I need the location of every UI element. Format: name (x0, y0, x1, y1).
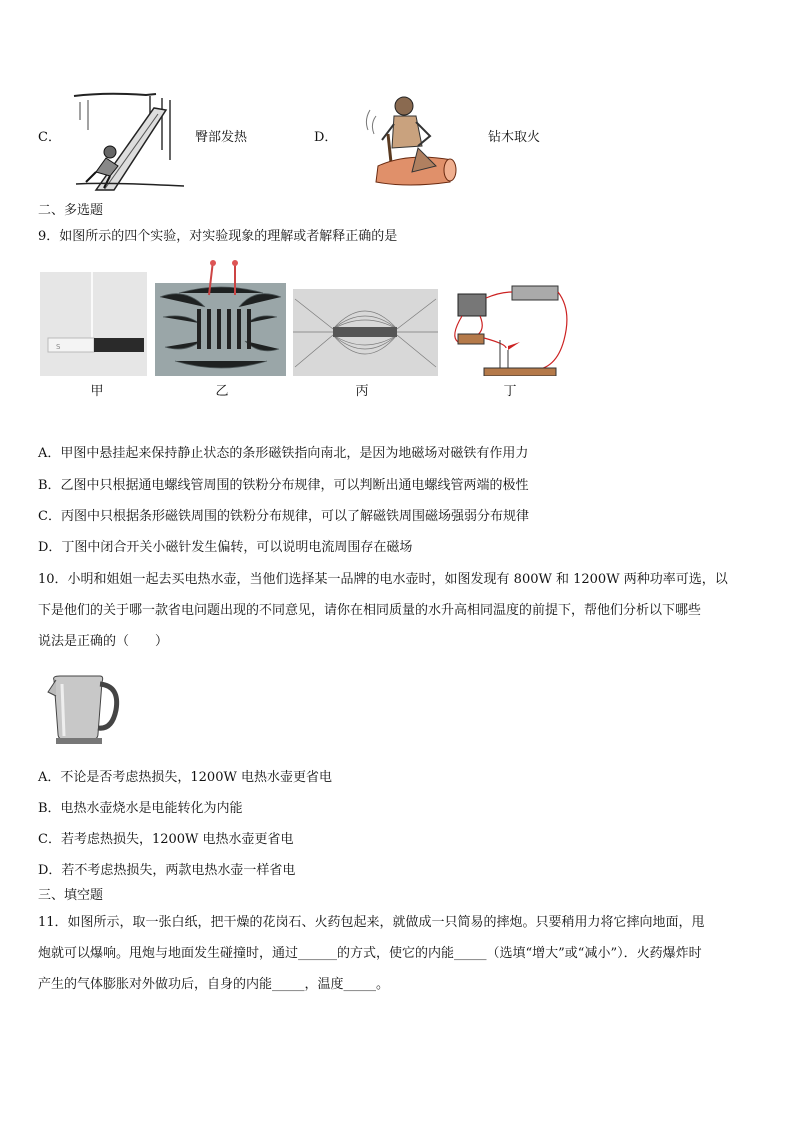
q11-line-3: 产生的气体膨胀对外做功后，自身的内能_____，温度_____。 (38, 977, 390, 992)
electric-kettle-illustration (44, 670, 122, 746)
figure-jia-magnet (40, 272, 147, 376)
figure-caption-yi: 乙 (215, 384, 229, 399)
q9-option-a: A．甲图中悬挂起来保持静止状态的条形磁铁指向南北，是因为地磁场对磁铁有作用力 (38, 446, 529, 461)
section-title-multiple-choice: 二、多选题 (38, 203, 104, 218)
q10-option-d: D．若不考虑热损失，两款电热水壶一样省电 (38, 863, 296, 878)
slide-illustration (66, 90, 184, 192)
option-d-letter: D． (314, 130, 338, 145)
section-title-fill-in: 三、填空题 (38, 888, 104, 903)
q10-stem-line-3: 说法是正确的（ ） (38, 634, 169, 649)
q9-stem: 9．如图所示的四个实验，对实验现象的理解或者解释正确的是 (38, 229, 398, 244)
q10-stem-line-1: 10．小明和姐姐一起去买电热水壶，当他们选择某一品牌的电水壶时，如图发现有 800W 和 1200W 两种功率可选，以 (38, 572, 728, 587)
figure-bing-bar-magnet (293, 289, 438, 376)
option-c-letter: C． (38, 130, 61, 145)
q9-option-c: C．丙图中只根据条形磁铁周围的铁粉分布规律，可以了解磁铁周围磁场强弱分布规律 (38, 509, 529, 524)
drilling-wood-illustration (358, 90, 458, 190)
figure-caption-bing: 丙 (355, 384, 369, 399)
svg-text:S: S (56, 343, 61, 351)
option-c-text: 臀部发热 (195, 130, 248, 145)
q10-option-a: A．不论是否考虑热损失，1200W 电热水壶更省电 (38, 770, 332, 785)
figure-caption-jia: 甲 (90, 384, 104, 399)
q11-line-2: 炮就可以爆响。甩炮与地面发生碰撞时，通过______的方式，使它的内能_____（选填“增大”或“减小”）．火药爆炸时 (38, 946, 702, 961)
q9-option-b: B．乙图中只根据通电螺线管周围的铁粉分布规律，可以判断出通电螺线管两端的极性 (38, 478, 529, 493)
q10-option-b: B．电热水壶烧水是电能转化为内能 (38, 801, 243, 816)
q10-stem-line-2: 下是他们的关于哪一款省电问题出现的不同意见，请你在相同质量的水升高相同温度的前提下，帮他们分析以下哪些 (38, 603, 702, 618)
q10-option-c: C．若考虑热损失，1200W 电热水壶更省电 (38, 832, 294, 847)
figure-caption-ding: 丁 (503, 384, 517, 399)
figure-yi-solenoid (155, 257, 286, 376)
q9-option-d: D．丁图中闭合开关小磁针发生偏转，可以说明电流周围存在磁场 (38, 540, 413, 555)
q11-line-1: 11．如图所示，取一张白纸，把干燥的花岗石、火药包起来，就做成一只简易的摔炮。只要稍用力将它摔向地面，甩 (38, 915, 705, 930)
figure-ding-circuit (446, 280, 574, 376)
option-d-text: 钻木取火 (488, 130, 541, 145)
